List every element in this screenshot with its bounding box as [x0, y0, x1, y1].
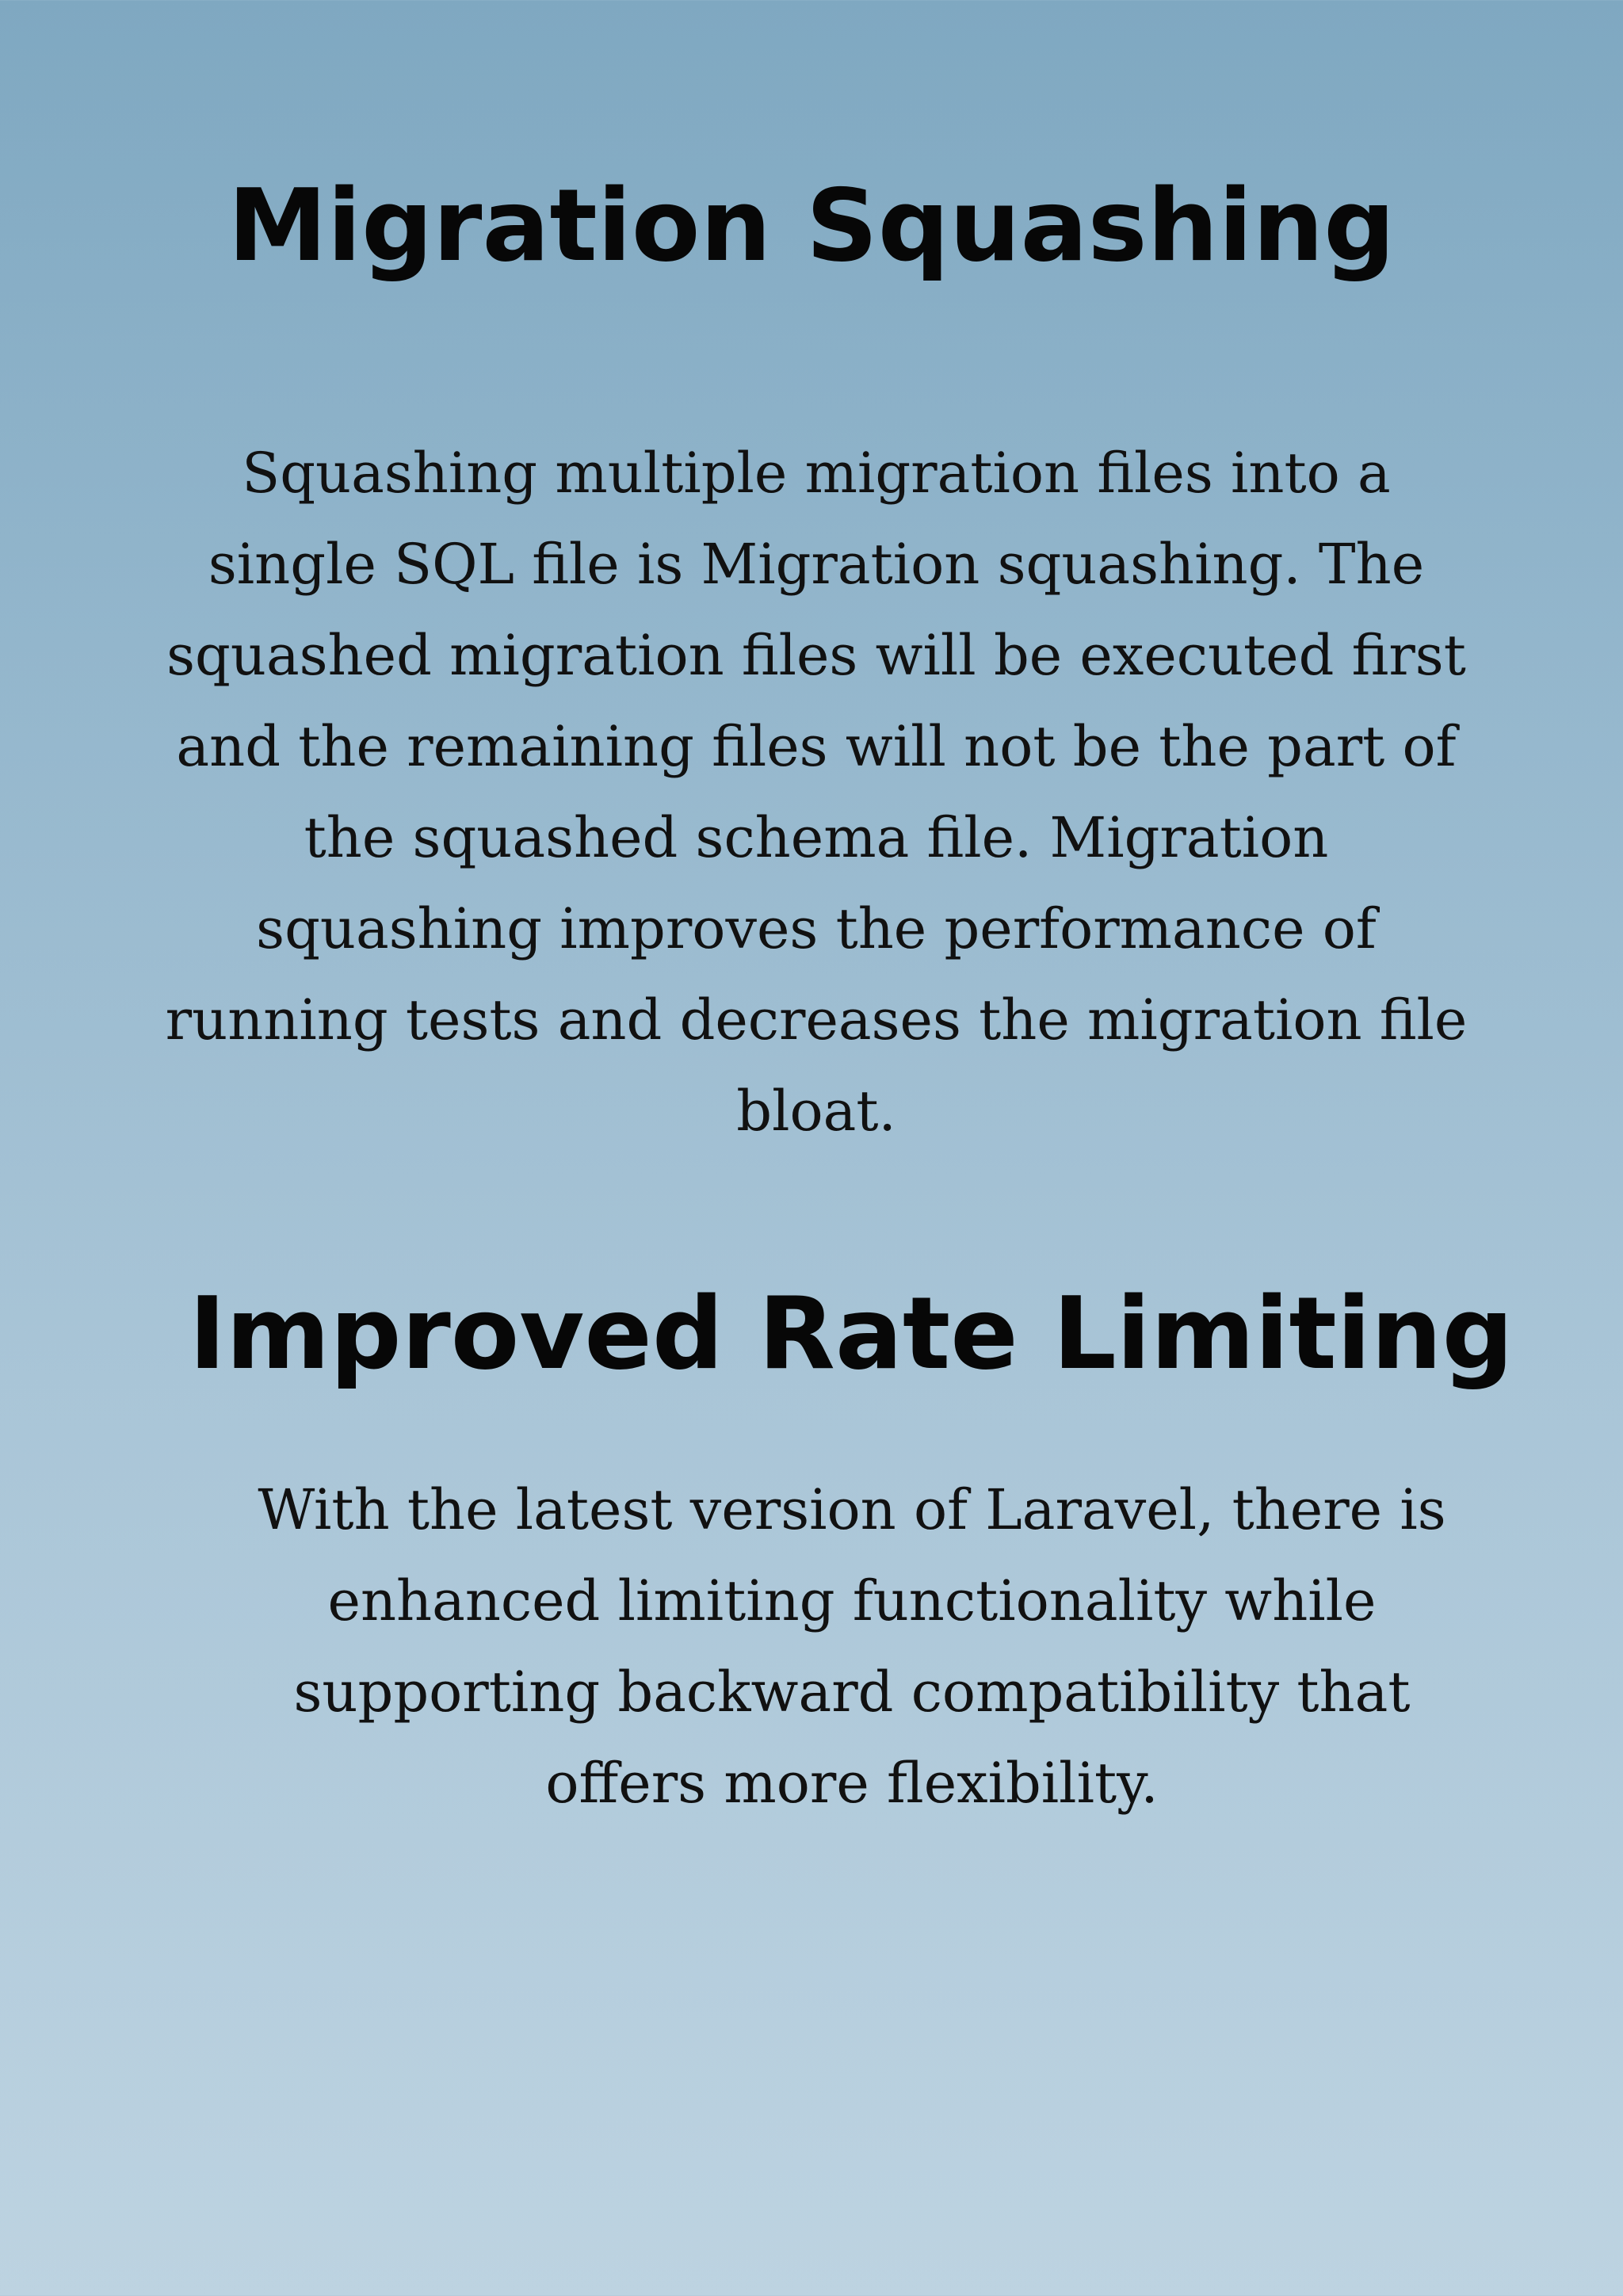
section-heading-improved-rate-limiting: Improved Rate Limiting: [189, 1275, 1514, 1392]
section-body-migration-squashing: Squashing multiple migration files into a single SQL file is Migration squashing. The squashed migration files will be executed first and the remaining files will not be the part of the squashed schema file. Migration squashing improves the performance of running tests and decreases the migration file bloat.: [165, 441, 1468, 1144]
section-heading-migration-squashing: Migration Squashing: [227, 167, 1396, 284]
section-body-improved-rate-limiting: With the latest version of Laravel, there is enhanced limiting functionality while supporting backward compatibility that offers more flexibility.: [258, 1477, 1446, 1816]
